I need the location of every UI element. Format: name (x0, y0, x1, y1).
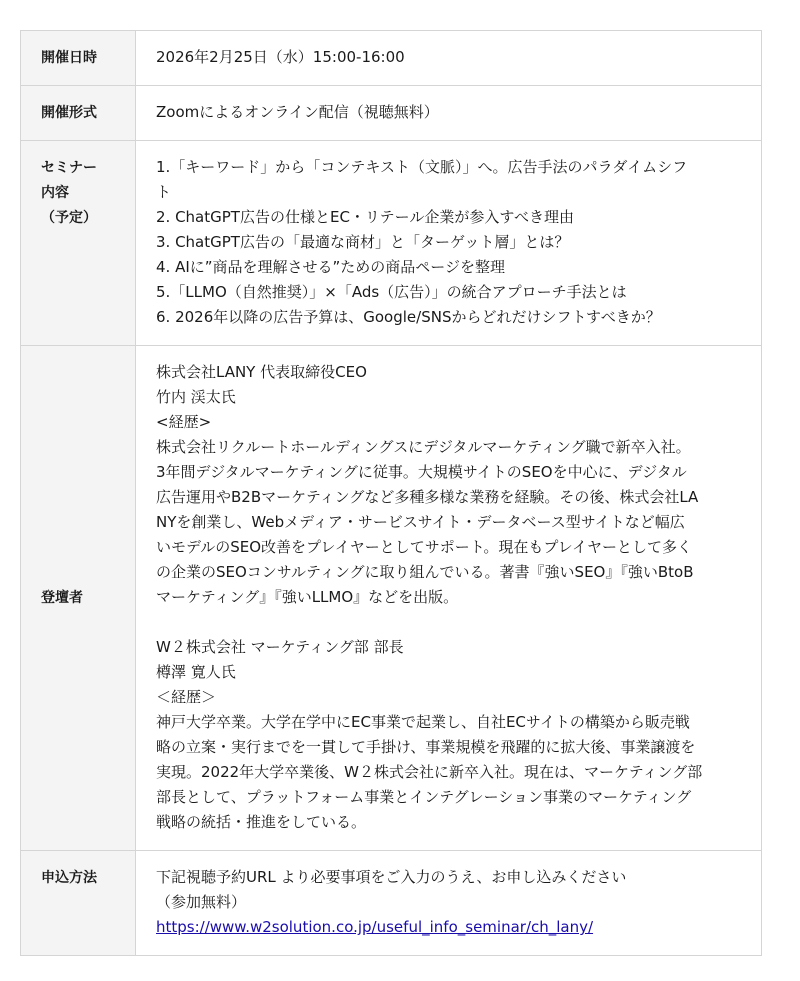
speaker-divider (156, 610, 741, 635)
speaker-2-bio-line: 部長として、プラットフォーム事業とインテグレーション事業のマーケティング (156, 788, 692, 806)
row-date (21, 31, 762, 86)
row-content (21, 141, 762, 346)
speaker-1-bio-line: NYを創業し、Webメディア・サービスサイト・データベース型サイトなど幅広 (156, 513, 685, 531)
application-instruction: 下記視聴予約URL より必要事項をご入力のうえ、お申し込みください (156, 868, 627, 886)
speaker-2-title: W２株式会社 マーケティング部 部長 (156, 638, 404, 656)
speaker-1-bio-line: 広告運用やB2Bマーケティングなど多種多様な業務を経験。その後、株式会社LA (156, 488, 699, 506)
content-label (21, 141, 136, 346)
content-item: 6. 2026年以降の広告予算は、Google/SNSからどれだけシフトすべきか？ (156, 308, 661, 326)
application-details (136, 851, 762, 956)
speaker-1 (156, 360, 741, 610)
content-label-line: （予定） (41, 210, 97, 226)
speaker-2-bio-line: 戦略の統括・推進をしている。 (156, 813, 367, 831)
application-label: 申込方法 (21, 851, 136, 956)
speaker-2-bio-line: 略の立案・実行までを一貫して手掛け、事業規模を飛躍的に拡大後、事業譲渡を (156, 738, 696, 756)
speaker-1-bio-line: 3年間デジタルマーケティングに従事。大規模サイトのSEOを中心に、デジタル (156, 463, 687, 481)
format-label: 開催形式 (21, 86, 136, 141)
speaker-2-name: 樽澤 寛人氏 (156, 663, 236, 681)
row-format (21, 86, 762, 141)
speaker-1-title: 株式会社LANY 代表取締役CEO (156, 363, 367, 381)
row-speakers (21, 346, 762, 851)
content-list (136, 141, 762, 346)
format-value: Zoomによるオンライン配信（視聴無料） (136, 86, 762, 141)
speaker-1-bio-line: いモデルのSEO改善をプレイヤーとしてサポート。現在もプレイヤーとして多く (156, 538, 693, 556)
content-item: 3. ChatGPT広告の「最適な商材」と「ターゲット層」とは？ (156, 233, 570, 251)
row-application (21, 851, 762, 956)
speaker-2-bio-line: 実現。2022年大学卒業後、W２株式会社に新卒入社。現在は、マーケティング部 (156, 763, 703, 781)
speaker-1-bio-line: マーケティング』『強いLLMO』などを出版。 (156, 588, 459, 606)
date-value: 2026年2月25日（水）15:00-16:00 (136, 31, 762, 86)
seminar-info-table (20, 30, 762, 956)
speakers-details (136, 346, 762, 851)
application-note: （参加無料） (156, 893, 247, 911)
speaker-2-career-heading: ＜経歴＞ (156, 688, 217, 706)
content-label-line: 内容 (41, 185, 69, 201)
speaker-1-bio-line: 株式会社リクルートホールディングスにデジタルマーケティング職で新卒入社。 (156, 438, 691, 456)
date-label: 開催日時 (21, 31, 136, 86)
content-item: 5.「LLMO（自然推奨）」×「Ads（広告）」の統合アプローチ手法とは (156, 283, 627, 301)
content-item: 2. ChatGPT広告の仕様とEC・リテール企業が参入すべき理由 (156, 208, 575, 226)
speaker-1-bio-line: の企業のSEOコンサルティングに取り組んでいる。著書『強いSEO』『強いBtoB (156, 563, 694, 581)
content-item: 4. AIに”商品を理解させる”ための商品ページを整理 (156, 258, 506, 276)
speaker-2 (156, 635, 741, 835)
speaker-2-bio-line: 神戸大学卒業。大学在学中にEC事業で起業し、自社ECサイトの構築から販売戦 (156, 713, 690, 731)
speaker-1-career-heading: <経歴> (156, 413, 212, 431)
registration-link[interactable]: https://www.w2solution.co.jp/useful_info_seminar/ch_lany/ (156, 918, 594, 936)
speaker-1-name: 竹内 渓太氏 (156, 388, 236, 406)
speakers-label: 登壇者 (21, 346, 136, 851)
content-item: 1.「キーワード」から「コンテキスト（文脈）」へ。広告手法のパラダイムシフ (156, 158, 688, 176)
content-item: ト (156, 183, 172, 201)
content-label-line: セミナー (41, 160, 97, 176)
